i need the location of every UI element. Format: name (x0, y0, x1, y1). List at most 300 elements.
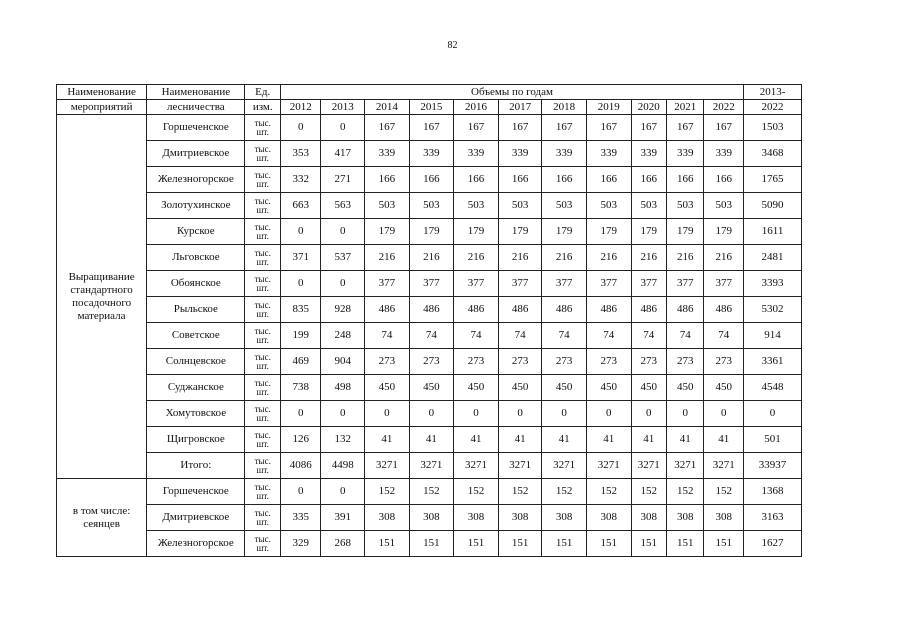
value-cell: 377 (631, 271, 666, 297)
value-cell: 563 (321, 193, 365, 219)
value-cell: 0 (280, 219, 321, 245)
unit-line-2: шт. (256, 464, 269, 475)
value-cell: 0 (498, 401, 542, 427)
value-cell: 179 (631, 219, 666, 245)
value-cell: 216 (454, 245, 499, 271)
forestry-name: Рыльское (147, 297, 245, 323)
value-cell: 0 (667, 401, 704, 427)
header-year: 2022 (704, 100, 744, 115)
unit-cell (245, 349, 280, 375)
forestry-name: Солнцевское (147, 349, 245, 375)
forestry-name: Дмитриевское (147, 505, 245, 531)
value-cell: 152 (454, 479, 499, 505)
unit-cell (245, 505, 280, 531)
value-cell: 0 (704, 401, 744, 427)
value-cell: 179 (365, 219, 410, 245)
table-row (57, 531, 802, 557)
value-cell: 152 (667, 479, 704, 505)
value-cell: 167 (704, 115, 744, 141)
value-cell: 41 (586, 427, 631, 453)
value-cell: 450 (542, 375, 587, 401)
value-cell: 4086 (280, 453, 321, 479)
header-activity: Наименование (57, 85, 147, 100)
value-cell: 0 (280, 401, 321, 427)
unit-line-1: тыс. (254, 222, 271, 232)
value-cell: 503 (586, 193, 631, 219)
table-row (57, 193, 802, 219)
value-cell: 167 (365, 115, 410, 141)
unit-line-1: тыс. (254, 378, 271, 388)
value-cell: 152 (542, 479, 587, 505)
unit-line-1: тыс. (254, 300, 271, 310)
value-cell: 216 (542, 245, 587, 271)
total-cell: 1503 (744, 115, 802, 141)
total-cell: 1765 (744, 167, 802, 193)
value-cell: 151 (409, 531, 454, 557)
value-cell: 486 (498, 297, 542, 323)
value-cell: 179 (409, 219, 454, 245)
value-cell: 0 (321, 219, 365, 245)
value-cell: 308 (498, 505, 542, 531)
value-cell: 74 (409, 323, 454, 349)
unit-line-1: тыс. (254, 430, 271, 440)
value-cell: 450 (704, 375, 744, 401)
unit-cell (245, 193, 280, 219)
value-cell: 450 (365, 375, 410, 401)
value-cell: 216 (365, 245, 410, 271)
value-cell: 0 (631, 401, 666, 427)
value-cell: 4498 (321, 453, 365, 479)
table-row (57, 167, 802, 193)
unit-line-2: шт. (256, 360, 269, 371)
unit-cell (245, 141, 280, 167)
value-cell: 339 (498, 141, 542, 167)
value-cell: 450 (586, 375, 631, 401)
value-cell: 151 (365, 531, 410, 557)
value-cell: 152 (365, 479, 410, 505)
value-cell: 166 (667, 167, 704, 193)
value-cell: 904 (321, 349, 365, 375)
header-unit-2: изм. (245, 100, 280, 115)
value-cell: 273 (409, 349, 454, 375)
total-cell: 0 (744, 401, 802, 427)
value-cell: 663 (280, 193, 321, 219)
unit-line-1: тыс. (254, 352, 271, 362)
activity-line: в том числе: (72, 504, 131, 517)
activity-cell (57, 479, 147, 557)
total-cell: 1611 (744, 219, 802, 245)
value-cell: 273 (498, 349, 542, 375)
table-row (57, 297, 802, 323)
value-cell: 308 (542, 505, 587, 531)
forestry-name: Щигровское (147, 427, 245, 453)
value-cell: 537 (321, 245, 365, 271)
forestry-name: Курское (147, 219, 245, 245)
value-cell: 273 (667, 349, 704, 375)
value-cell: 248 (321, 323, 365, 349)
header-total-2: 2022 (744, 100, 802, 115)
value-cell: 0 (280, 271, 321, 297)
total-cell: 4548 (744, 375, 802, 401)
header-volumes: Объемы по годам (280, 85, 743, 100)
value-cell: 166 (586, 167, 631, 193)
unit-line-2: шт. (256, 334, 269, 345)
header-year: 2015 (409, 100, 454, 115)
unit-line-1: тыс. (254, 508, 271, 518)
forestry-name: Суджанское (147, 375, 245, 401)
value-cell: 486 (586, 297, 631, 323)
header-row-1 (57, 85, 802, 100)
header-row-2 (57, 100, 802, 115)
value-cell: 450 (454, 375, 499, 401)
value-cell: 0 (542, 401, 587, 427)
unit-line-2: шт. (256, 230, 269, 241)
total-cell: 3393 (744, 271, 802, 297)
value-cell: 41 (631, 427, 666, 453)
value-cell: 0 (365, 401, 410, 427)
unit-line-2: шт. (256, 256, 269, 267)
forestry-name: Железногорское (147, 167, 245, 193)
activity-line: Выращивание (68, 270, 135, 283)
forestry-name: Золотухинское (147, 193, 245, 219)
unit-cell (245, 271, 280, 297)
value-cell: 41 (365, 427, 410, 453)
total-cell: 5090 (744, 193, 802, 219)
total-cell: 5302 (744, 297, 802, 323)
forestry-name: Обоянское (147, 271, 245, 297)
value-cell: 0 (454, 401, 499, 427)
unit-line-2: шт. (256, 178, 269, 189)
value-cell: 0 (280, 115, 321, 141)
value-cell: 3271 (409, 453, 454, 479)
value-cell: 167 (454, 115, 499, 141)
value-cell: 273 (586, 349, 631, 375)
value-cell: 486 (631, 297, 666, 323)
value-cell: 339 (542, 141, 587, 167)
value-cell: 3271 (498, 453, 542, 479)
value-cell: 216 (667, 245, 704, 271)
total-cell: 3163 (744, 505, 802, 531)
unit-cell (245, 531, 280, 557)
value-cell: 167 (667, 115, 704, 141)
unit-cell (245, 323, 280, 349)
value-cell: 152 (631, 479, 666, 505)
value-cell: 835 (280, 297, 321, 323)
value-cell: 0 (409, 401, 454, 427)
value-cell: 273 (631, 349, 666, 375)
value-cell: 928 (321, 297, 365, 323)
value-cell: 377 (454, 271, 499, 297)
value-cell: 486 (542, 297, 587, 323)
table-row (57, 141, 802, 167)
value-cell: 74 (365, 323, 410, 349)
value-cell: 503 (667, 193, 704, 219)
value-cell: 167 (498, 115, 542, 141)
header-year: 2014 (365, 100, 410, 115)
header-forestry-2: лесничества (147, 100, 245, 115)
value-cell: 41 (498, 427, 542, 453)
unit-line-1: тыс. (254, 118, 271, 128)
value-cell: 273 (542, 349, 587, 375)
table-row (57, 349, 802, 375)
value-cell: 498 (321, 375, 365, 401)
value-cell: 486 (667, 297, 704, 323)
value-cell: 166 (542, 167, 587, 193)
unit-cell (245, 427, 280, 453)
unit-line-2: шт. (256, 438, 269, 449)
value-cell: 179 (586, 219, 631, 245)
value-cell: 0 (321, 271, 365, 297)
value-cell: 167 (542, 115, 587, 141)
value-cell: 417 (321, 141, 365, 167)
unit-line-1: тыс. (254, 196, 271, 206)
unit-line-1: тыс. (254, 326, 271, 336)
value-cell: 74 (704, 323, 744, 349)
value-cell: 152 (586, 479, 631, 505)
value-cell: 503 (631, 193, 666, 219)
value-cell: 271 (321, 167, 365, 193)
unit-line-1: тыс. (254, 534, 271, 544)
table-row (57, 427, 802, 453)
value-cell: 74 (586, 323, 631, 349)
value-cell: 339 (631, 141, 666, 167)
forestry-name: Советское (147, 323, 245, 349)
value-cell: 179 (454, 219, 499, 245)
header-year: 2020 (631, 100, 666, 115)
activity-line: посадочного (72, 296, 132, 309)
header-unit: Ед. (245, 85, 280, 100)
value-cell: 3271 (365, 453, 410, 479)
value-cell: 308 (667, 505, 704, 531)
value-cell: 273 (365, 349, 410, 375)
value-cell: 308 (454, 505, 499, 531)
value-cell: 151 (542, 531, 587, 557)
value-cell: 353 (280, 141, 321, 167)
value-cell: 329 (280, 531, 321, 557)
value-cell: 151 (498, 531, 542, 557)
unit-line-1: тыс. (254, 170, 271, 180)
value-cell: 450 (498, 375, 542, 401)
value-cell: 339 (409, 141, 454, 167)
activity-line: стандартного (70, 283, 133, 296)
unit-line-1: тыс. (254, 144, 271, 154)
value-cell: 167 (586, 115, 631, 141)
total-cell: 33937 (744, 453, 802, 479)
header-activity-2: мероприятий (57, 100, 147, 115)
table-row (57, 505, 802, 531)
value-cell: 0 (321, 401, 365, 427)
unit-line-2: шт. (256, 126, 269, 137)
value-cell: 151 (631, 531, 666, 557)
unit-line-2: шт. (256, 542, 269, 553)
value-cell: 308 (365, 505, 410, 531)
header-year: 2019 (586, 100, 631, 115)
value-cell: 0 (280, 479, 321, 505)
header-year: 2018 (542, 100, 587, 115)
total-cell: 501 (744, 427, 802, 453)
table-row (57, 323, 802, 349)
unit-line-2: шт. (256, 412, 269, 423)
page-number: 82 (447, 40, 458, 51)
forestry-name: Льговское (147, 245, 245, 271)
value-cell: 152 (498, 479, 542, 505)
value-cell: 450 (409, 375, 454, 401)
value-cell: 3271 (667, 453, 704, 479)
value-cell: 339 (454, 141, 499, 167)
value-cell: 41 (542, 427, 587, 453)
value-cell: 3271 (631, 453, 666, 479)
value-cell: 503 (498, 193, 542, 219)
value-cell: 41 (667, 427, 704, 453)
table-row (57, 479, 802, 505)
value-cell: 377 (586, 271, 631, 297)
unit-line-2: шт. (256, 386, 269, 397)
value-cell: 738 (280, 375, 321, 401)
value-cell: 486 (409, 297, 454, 323)
value-cell: 377 (542, 271, 587, 297)
table-row (57, 245, 802, 271)
header-year: 2012 (280, 100, 321, 115)
forestry-name: Железногорское (147, 531, 245, 557)
value-cell: 167 (631, 115, 666, 141)
value-cell: 486 (365, 297, 410, 323)
unit-cell (245, 167, 280, 193)
value-cell: 503 (365, 193, 410, 219)
value-cell: 273 (454, 349, 499, 375)
value-cell: 450 (667, 375, 704, 401)
unit-cell (245, 115, 280, 141)
unit-line-2: шт. (256, 516, 269, 527)
unit-cell (245, 219, 280, 245)
unit-line-1: тыс. (254, 456, 271, 466)
value-cell: 339 (667, 141, 704, 167)
forestry-name: Хомутовское (147, 401, 245, 427)
unit-line-2: шт. (256, 308, 269, 319)
value-cell: 199 (280, 323, 321, 349)
value-cell: 371 (280, 245, 321, 271)
value-cell: 179 (542, 219, 587, 245)
unit-line-1: тыс. (254, 404, 271, 414)
unit-line-2: шт. (256, 490, 269, 501)
forestry-name: Горшеченское (147, 115, 245, 141)
activity-line: сеянцев (83, 517, 120, 530)
value-cell: 179 (704, 219, 744, 245)
unit-line-2: шт. (256, 204, 269, 215)
header-year: 2013 (321, 100, 365, 115)
value-cell: 74 (631, 323, 666, 349)
value-cell: 166 (704, 167, 744, 193)
header-year: 2021 (667, 100, 704, 115)
forestry-name: Горшеченское (147, 479, 245, 505)
total-cell: 1368 (744, 479, 802, 505)
unit-cell (245, 479, 280, 505)
total-cell: 1627 (744, 531, 802, 557)
value-cell: 268 (321, 531, 365, 557)
value-cell: 167 (409, 115, 454, 141)
value-cell: 450 (631, 375, 666, 401)
value-cell: 166 (365, 167, 410, 193)
unit-cell (245, 401, 280, 427)
value-cell: 216 (498, 245, 542, 271)
value-cell: 377 (667, 271, 704, 297)
total-cell: 2481 (744, 245, 802, 271)
activity-line: материала (77, 309, 126, 322)
value-cell: 339 (586, 141, 631, 167)
value-cell: 179 (498, 219, 542, 245)
value-cell: 166 (454, 167, 499, 193)
unit-cell (245, 453, 280, 479)
value-cell: 377 (365, 271, 410, 297)
value-cell: 216 (409, 245, 454, 271)
value-cell: 126 (280, 427, 321, 453)
value-cell: 0 (321, 479, 365, 505)
value-cell: 3271 (454, 453, 499, 479)
value-cell: 216 (586, 245, 631, 271)
value-cell: 166 (409, 167, 454, 193)
value-cell: 3271 (542, 453, 587, 479)
value-cell: 216 (704, 245, 744, 271)
value-cell: 41 (409, 427, 454, 453)
value-cell: 503 (454, 193, 499, 219)
value-cell: 377 (704, 271, 744, 297)
data-table (56, 84, 802, 557)
value-cell: 503 (409, 193, 454, 219)
value-cell: 152 (409, 479, 454, 505)
unit-cell (245, 297, 280, 323)
table-row (57, 271, 802, 297)
value-cell: 503 (704, 193, 744, 219)
header-total: 2013- (744, 85, 802, 100)
table-row (57, 115, 802, 141)
table-row (57, 401, 802, 427)
forestry-name: Итого: (147, 453, 245, 479)
value-cell: 41 (454, 427, 499, 453)
value-cell: 308 (586, 505, 631, 531)
value-cell: 216 (631, 245, 666, 271)
value-cell: 3271 (704, 453, 744, 479)
value-cell: 339 (365, 141, 410, 167)
value-cell: 151 (704, 531, 744, 557)
unit-cell (245, 375, 280, 401)
table-row (57, 453, 802, 479)
value-cell: 74 (667, 323, 704, 349)
value-cell: 0 (586, 401, 631, 427)
value-cell: 469 (280, 349, 321, 375)
value-cell: 74 (498, 323, 542, 349)
total-cell: 3468 (744, 141, 802, 167)
unit-line-1: тыс. (254, 482, 271, 492)
unit-line-1: тыс. (254, 274, 271, 284)
value-cell: 308 (631, 505, 666, 531)
value-cell: 308 (409, 505, 454, 531)
value-cell: 377 (409, 271, 454, 297)
value-cell: 3271 (586, 453, 631, 479)
value-cell: 151 (667, 531, 704, 557)
value-cell: 486 (704, 297, 744, 323)
unit-cell (245, 245, 280, 271)
forestry-name: Дмитриевское (147, 141, 245, 167)
value-cell: 74 (542, 323, 587, 349)
value-cell: 41 (704, 427, 744, 453)
value-cell: 151 (454, 531, 499, 557)
value-cell: 166 (631, 167, 666, 193)
value-cell: 308 (704, 505, 744, 531)
unit-line-2: шт. (256, 152, 269, 163)
header-forestry: Наименование (147, 85, 245, 100)
value-cell: 151 (586, 531, 631, 557)
value-cell: 0 (321, 115, 365, 141)
value-cell: 132 (321, 427, 365, 453)
